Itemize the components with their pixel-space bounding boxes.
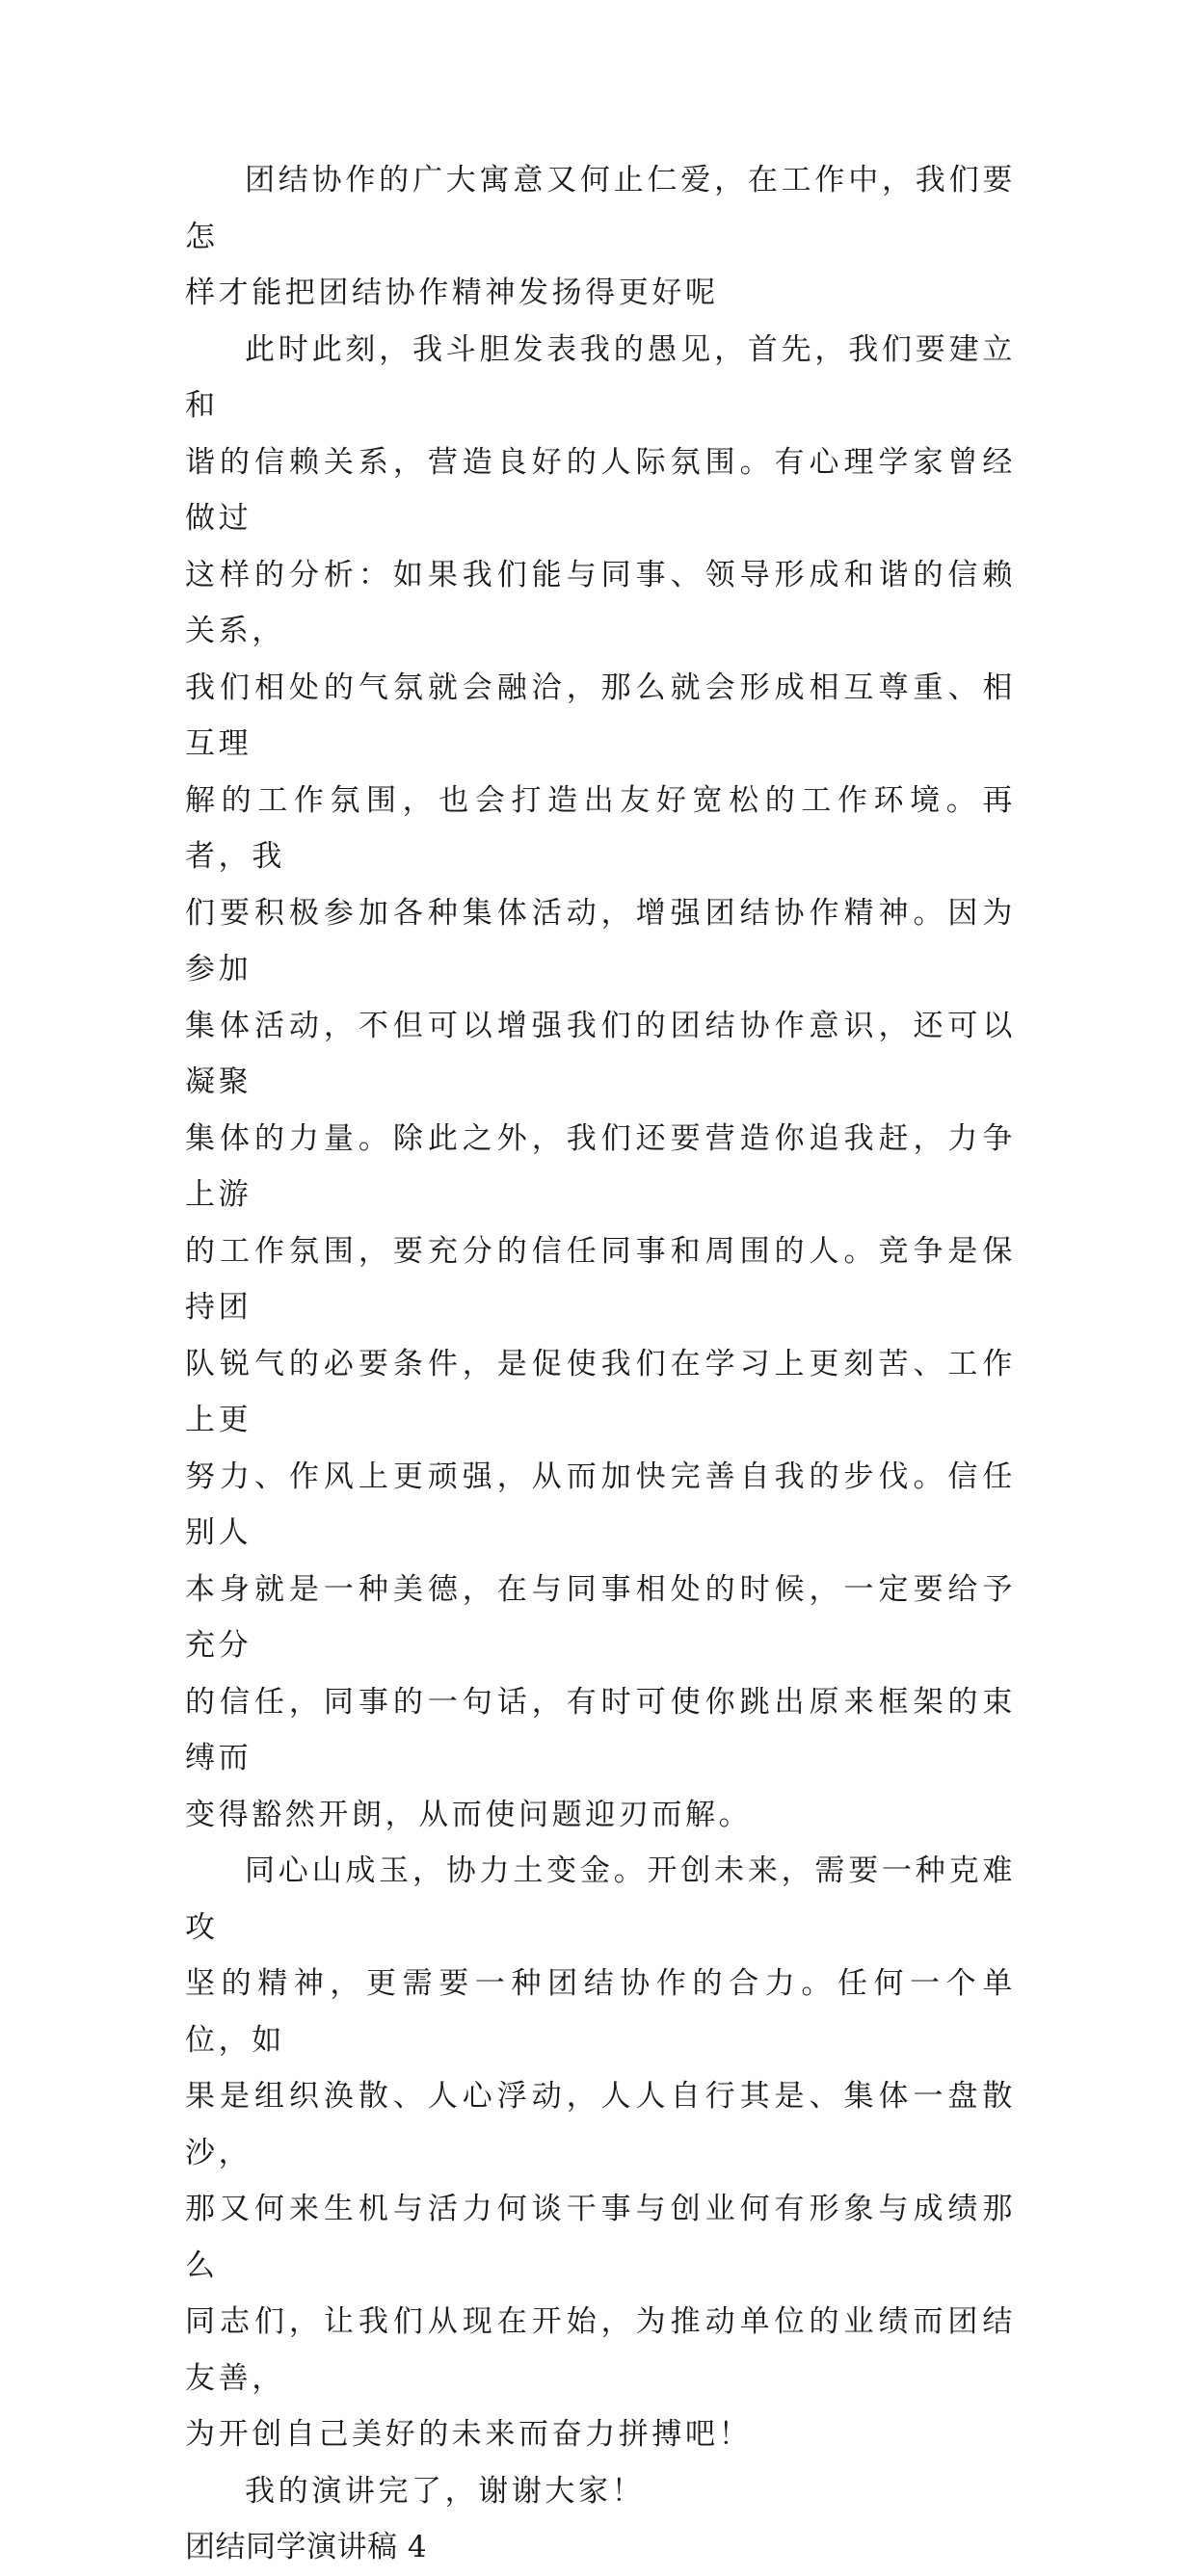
paragraph-3: 同心山成玉，协力土变金。开创未来，需要一种克难攻 坚的精神，更需要一种团结协作的合力。任何一个单位，如 果是组织涣散、人心浮动，人人自行其是、集体一盘散沙， 那又何来生机与活力何谈干事与创业何有形象与成绩那么 同志们，让我们从现在开始，为推动单位的业绩而团结友善， 为开创自己美好的未来而奋力拼搏吧！ <box>185 1853 1016 2452</box>
document-page <box>185 152 1016 2576</box>
section-heading: 团结同学演讲稿 4 <box>185 2530 428 2564</box>
paragraph-2: 此时此刻，我斗胆发表我的愚见，首先，我们要建立和 谐的信赖关系，营造良好的人际氛围。有心理学家曾经做过 这样的分析：如果我们能与同事、领导形成和谐的信赖关系， 我们相处的气氛就会融洽，那么就会形成相互尊重、相互理 解的工作氛围，也会打造出友好宽松的工作环境。再者，我 们要积极参加各种集体活动，增强团结协作精神。因为参加 集体活动，不但可以增强我们的团结协作意识，还可以凝聚 集体的力量。除此之外，我们还要营造你追我赶，力争上游 的工作氛围，要充分的信任同事和周围的人。竞争是保持团 队锐气的必要条件，是促使我们在学习上更刻苦、工作上更 努力、作风上更顽强，从而加快完善自我的步伐。信任别人 本身就是一种美德，在与同事相处的时候，一定要给予充分 的信任，同事的一句话，有时可使你跳出原来框架的束缚而 变得豁然开朗，从而使问题迎刃而解。 <box>185 331 1016 1832</box>
paragraph-1: 团结协作的广大寓意又何止仁爱，在工作中，我们要怎 样才能把团结协作精神发扬得更好呢 <box>185 163 1016 310</box>
paragraph-4: 我的演讲完了，谢谢大家！ <box>245 2473 646 2509</box>
